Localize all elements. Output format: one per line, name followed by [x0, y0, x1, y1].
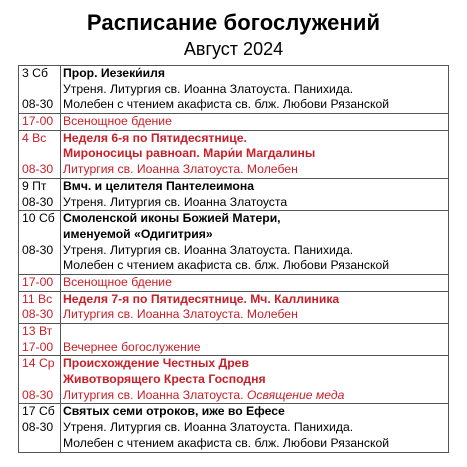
event-cell — [61, 114, 449, 131]
day-label: 3 Сб — [22, 66, 48, 80]
service-time: 08-30 — [22, 242, 54, 257]
feast-name: Неделя 6-я по Пятидесятнице. — [63, 130, 247, 145]
event-cell — [61, 178, 449, 210]
service-time: 08-30 — [22, 387, 54, 402]
service-description: Вечернее богослужение — [63, 339, 201, 354]
event-cell — [61, 404, 449, 452]
date-cell — [19, 274, 61, 291]
event-cell — [61, 211, 449, 275]
spacer — [63, 324, 448, 340]
spacer — [22, 82, 60, 98]
service-description: Литургия св. Иоанна Златоуста. Молебен — [63, 162, 298, 177]
date-cell — [19, 114, 61, 131]
day-label: 10 Сб — [22, 211, 55, 226]
table-row — [19, 66, 449, 114]
day-label: 11 Вс — [22, 291, 53, 306]
event-cell — [61, 356, 449, 404]
table-row — [19, 404, 449, 452]
table-row — [19, 356, 449, 404]
feast-name: Смоленской иконы Божией Матери, — [63, 211, 281, 226]
day-label: 17 Сб — [22, 404, 55, 419]
table-row — [19, 291, 449, 323]
feast-name: Святых семи отроков, иже во Ефесе — [63, 404, 285, 419]
service-description: Утреня. Литургия св. Иоанна Златоуста. Панихида. — [63, 81, 354, 96]
event-cell — [61, 291, 449, 323]
day-label: 4 Вс — [22, 130, 47, 145]
date-cell — [19, 211, 61, 275]
schedule-table — [18, 65, 449, 453]
table-row — [19, 324, 449, 356]
spacer — [22, 227, 60, 243]
feast-name: именуемой «Одигитрия» — [63, 226, 213, 241]
service-time: 08-30 — [22, 307, 54, 322]
date-cell — [19, 356, 61, 404]
event-cell — [61, 274, 449, 291]
event-cell — [61, 66, 449, 114]
date-cell — [19, 66, 61, 114]
feast-name: Мироносицы равноап. Мари́и Магдалины — [63, 146, 316, 161]
table-row — [19, 114, 449, 131]
feast-name: Вмч. и целителя Пантелеимона — [63, 178, 254, 193]
service-description: Утреня. Литургия св. Иоанна Златоуста. Панихида. — [63, 420, 354, 435]
event-cell — [61, 324, 449, 356]
feast-name: Прор. Иезеки́иля — [63, 66, 166, 80]
service-description: Молебен с чтением акафиста св. блж. Любови Рязанской — [63, 258, 390, 273]
table-row — [19, 211, 449, 275]
service-time: 17-00 — [22, 274, 54, 289]
date-cell — [19, 178, 61, 210]
day-label: 13 Вт — [22, 324, 53, 338]
spacer — [22, 146, 60, 162]
day-label: 14 Ср — [22, 356, 55, 371]
service-description: Утреня. Литургия св. Иоанна Златоуста — [63, 194, 288, 209]
day-label: 9 Пт — [22, 178, 47, 193]
event-cell — [61, 130, 449, 178]
date-cell — [19, 324, 61, 356]
page-title: Расписание богослужений — [86, 10, 381, 35]
honey-blessing-text: Освящение меда — [246, 387, 345, 402]
date-cell — [19, 404, 61, 452]
service-description: Утреня. Литургия св. Иоанна Златоуста. Панихида. — [63, 242, 354, 257]
service-time: 08-30 — [22, 420, 54, 435]
service-time: 08-30 — [22, 97, 54, 112]
liturgy-text: Литургия св. Иоанна Златоуста. — [63, 387, 247, 402]
date-cell — [19, 291, 61, 323]
service-description: Всенощное бдение — [63, 274, 172, 289]
service-time: 17-00 — [22, 114, 54, 129]
service-time: 17-00 — [22, 339, 54, 354]
date-cell — [19, 130, 61, 178]
table-row — [19, 274, 449, 291]
table-row — [19, 178, 449, 210]
feast-name: Происхождение Честных Древ — [63, 356, 249, 371]
service-description: Всенощное бдение — [63, 114, 172, 129]
service-time: 08-30 — [22, 162, 54, 177]
service-description: Молебен с чтением акафиста св. блж. Любови Рязанской — [63, 97, 390, 112]
service-description: Молебен с чтением акафиста св. блж. Любови Рязанской — [63, 435, 390, 450]
feast-name: Неделя 7-я по Пятидесятнице. Мч. Каллиника — [63, 291, 340, 306]
spacer — [22, 372, 60, 388]
service-description — [63, 388, 448, 404]
service-time: 08-30 — [22, 194, 54, 209]
service-description: Литургия св. Иоанна Златоуста. Молебен — [63, 307, 298, 322]
feast-name: Животворящего Креста Господня — [63, 372, 266, 387]
page-subtitle: Август 2024 — [183, 39, 284, 59]
table-row — [19, 130, 449, 178]
